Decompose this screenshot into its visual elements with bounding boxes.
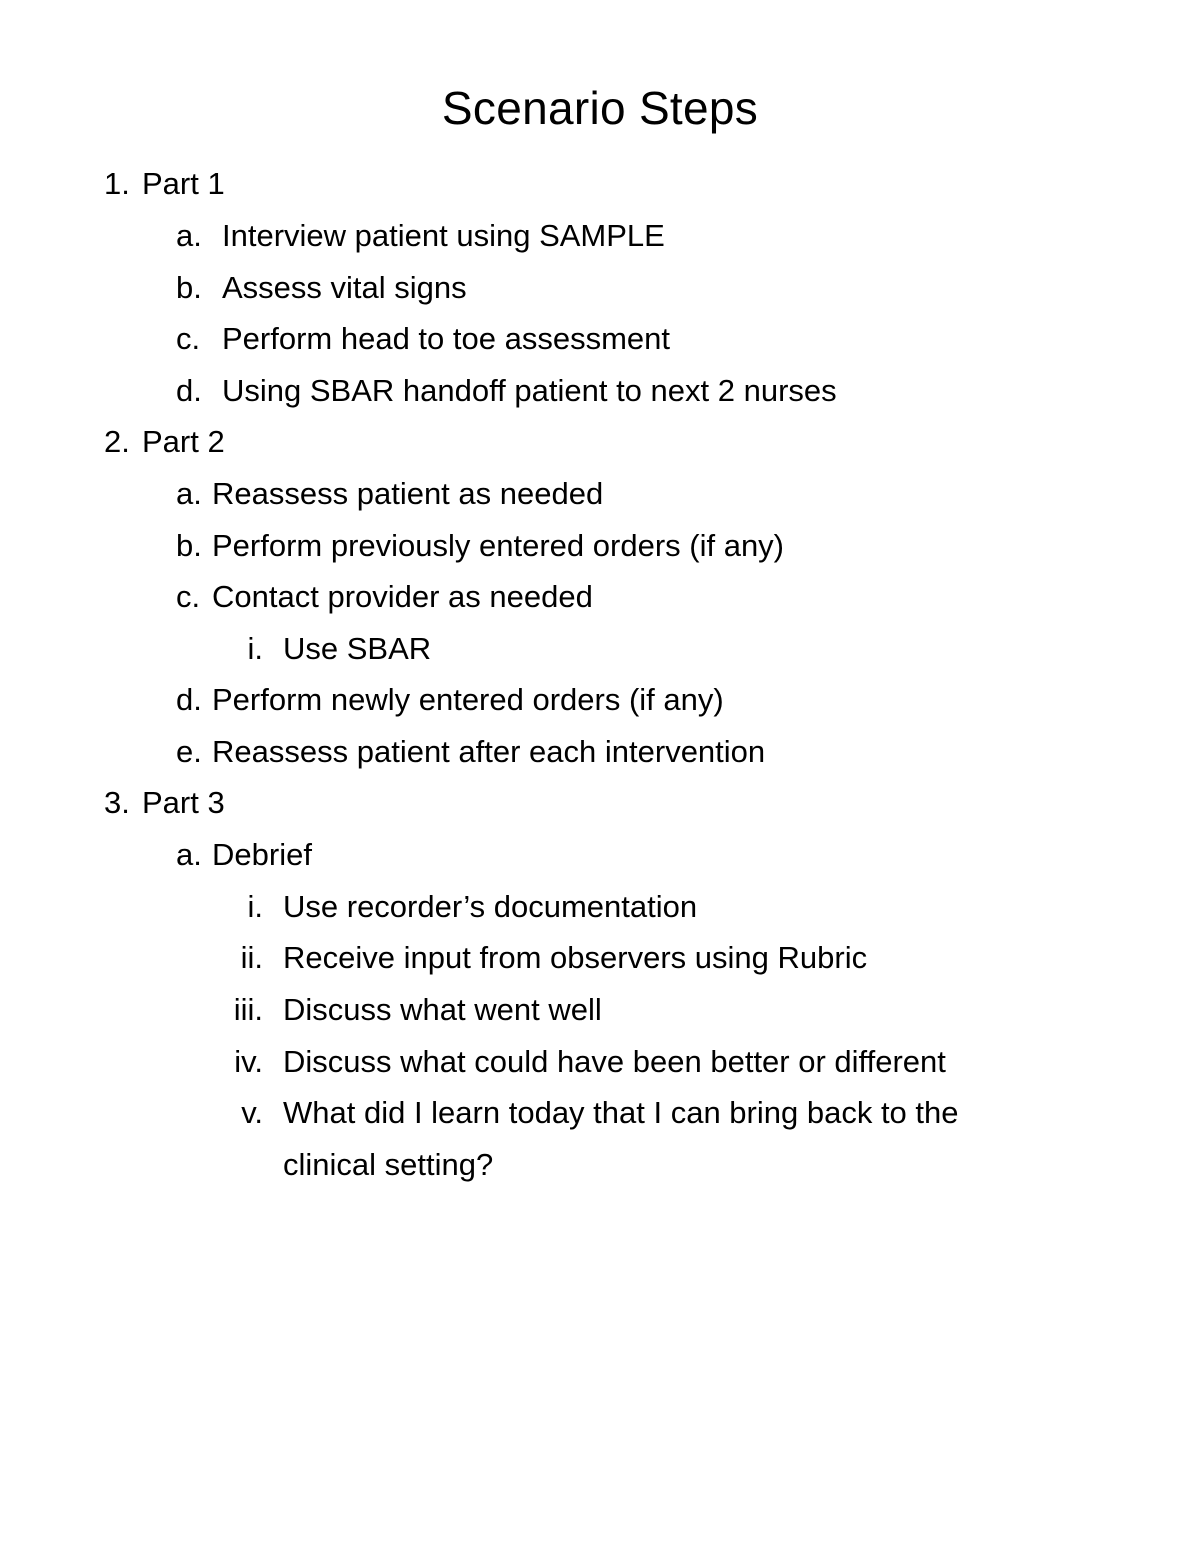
list-marker: iv. <box>234 1044 263 1079</box>
list-item-text: Using SBAR handoff patient to next 2 nurses <box>222 373 837 408</box>
list-marker: ii. <box>240 940 263 975</box>
list-marker: a. <box>176 476 202 511</box>
list-number: 1. <box>104 166 130 201</box>
part-label: Part 2 <box>142 424 225 459</box>
list-item-text: Perform head to toe assessment <box>222 321 671 356</box>
part-label: Part 1 <box>142 166 225 201</box>
list-marker: b. <box>176 270 202 305</box>
list-item-text: Perform previously entered orders (if any) <box>212 528 785 563</box>
list-marker: i. <box>247 631 263 666</box>
list-item-text: Use recorder’s documentation <box>283 889 698 924</box>
list-marker: e. <box>176 734 202 769</box>
list-marker: a. <box>176 837 202 872</box>
list-item-text: Debrief <box>212 837 312 872</box>
list-marker: v. <box>241 1095 263 1130</box>
list-item-text: Receive input from observers using Rubric <box>283 940 868 975</box>
list-marker: d. <box>176 373 202 408</box>
list-item-text: clinical setting? <box>283 1147 494 1182</box>
list-item-text: Reassess patient as needed <box>212 476 604 511</box>
list-marker: c. <box>176 321 201 356</box>
list-marker: b. <box>176 528 202 563</box>
list-marker: iii. <box>233 992 263 1027</box>
list-item-text: Use SBAR <box>283 631 432 666</box>
list-number: 2. <box>104 424 130 459</box>
list-marker: a. <box>176 218 202 253</box>
list-marker: d. <box>176 682 202 717</box>
list-item-text: Contact provider as needed <box>212 579 593 614</box>
page-title: Scenario Steps <box>441 82 759 134</box>
list-item-text: Assess vital signs <box>222 270 467 305</box>
list-item-text: Reassess patient after each intervention <box>212 734 766 769</box>
part-label: Part 3 <box>142 785 225 820</box>
list-item-text: Discuss what went well <box>283 992 602 1027</box>
list-number: 3. <box>104 785 130 820</box>
list-marker: c. <box>176 579 201 614</box>
list-marker: i. <box>247 889 263 924</box>
list-item-text: Interview patient using SAMPLE <box>222 218 665 253</box>
list-item-text: Perform newly entered orders (if any) <box>212 682 724 717</box>
list-item-text: Discuss what could have been better or different <box>283 1044 946 1079</box>
list-item-text: What did I learn today that I can bring back to the <box>283 1095 959 1130</box>
